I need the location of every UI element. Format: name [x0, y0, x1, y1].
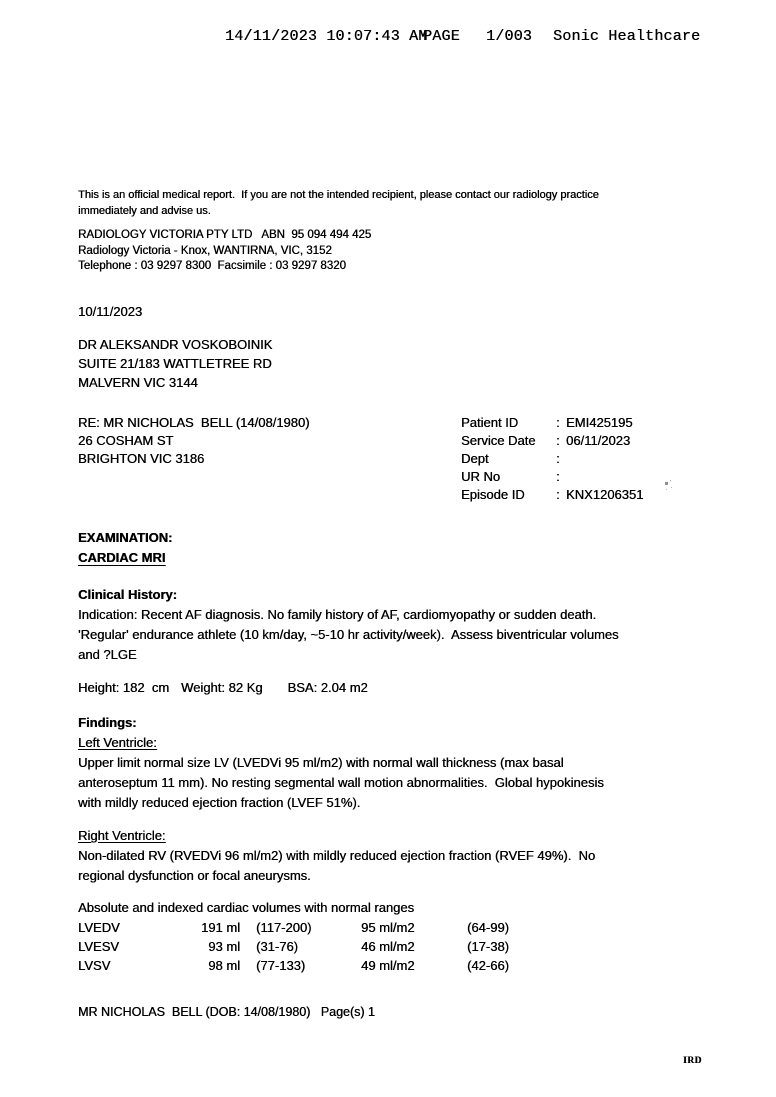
findings-heading: Findings: — [78, 715, 137, 730]
volume-absolute-range: (77-133) — [256, 958, 306, 973]
anthropometrics-line — [78, 678, 368, 697]
meta-label: Episode ID — [461, 487, 525, 502]
meta-value: EMI425195 — [566, 415, 633, 430]
right-ventricle-section — [78, 826, 595, 886]
table-row-lvsv — [78, 956, 509, 975]
right-ventricle-text: Non-dilated RV (RVEDVi 96 ml/m2) with mildly reduced ejection fraction (RVEF 49%). No regional dysfunction or focal aneurysms. — [78, 848, 596, 883]
meta-value — [566, 450, 643, 468]
volume-absolute: 93 ml — [208, 939, 240, 954]
findings-section — [78, 713, 604, 813]
meta-value — [566, 468, 643, 486]
meta-separator: : — [556, 469, 560, 484]
left-ventricle-heading: Left Ventricle: — [78, 735, 157, 750]
disclaimer-text: This is an official medical report. If you are not the intended recipient, please contact our radiology practice immediately and advise us. — [78, 189, 599, 217]
meta-separator: : — [556, 487, 560, 502]
patient-meta-block — [461, 414, 643, 504]
meta-separator: : — [556, 415, 560, 430]
left-ventricle-text: Upper limit normal size LV (LVEDVi 95 ml/m2) with normal wall thickness (max basal anteroseptum 11 mm). No resting segmental wall motion abnormalities. Global hypokinesis with mildly reduced ejection fraction (LVEF 51%). — [78, 755, 604, 810]
meta-value: 06/11/2023 — [566, 433, 631, 448]
examination-title: CARDIAC MRI — [78, 550, 166, 565]
fax-page-number: 1/003 — [486, 28, 533, 45]
patient-meta-row-ur-no — [461, 468, 643, 486]
volume-absolute: 191 ml — [200, 920, 240, 935]
volume-absolute: 98 ml — [208, 958, 240, 973]
meta-separator: : — [556, 433, 560, 448]
fax-noise-artifact — [665, 482, 668, 485]
patient-re-block: RE: MR NICHOLAS BELL (14/08/1980) 26 COSHAM ST BRIGHTON VIC 3186 — [78, 415, 310, 466]
practice-details: RADIOLOGY VICTORIA PTY LTD ABN 95 094 494 425 Radiology Victoria - Knox, WANTIRNA, VIC, 3152 Telephone : 03 9297 8300 Facsimile : 03 9297 8320 — [78, 229, 372, 272]
height-value: Height: 182 cm — [78, 680, 170, 695]
recipient-address: DR ALEKSANDR VOSKOBOINIK SUITE 21/183 WATTLETREE RD MALVERN VIC 3144 — [78, 337, 273, 390]
meta-label: Patient ID — [461, 415, 519, 430]
patient-meta-row-patient-id — [461, 414, 643, 432]
weight-value: Weight: 82 Kg — [181, 680, 263, 695]
patient-meta-row-episode-id — [461, 486, 643, 504]
volume-indexed: 49 ml/m2 — [361, 958, 415, 973]
volume-indexed-range: (17-38) — [467, 939, 509, 954]
fax-transmission-header — [0, 28, 776, 46]
meta-label: Service Date — [461, 433, 536, 448]
volume-absolute-range: (31-76) — [256, 939, 298, 954]
corner-mark: IRD — [683, 1056, 702, 1066]
volume-param: LVEDV — [78, 920, 120, 935]
meta-label: Dept — [461, 451, 489, 466]
clinical-history-heading: Clinical History: — [78, 587, 177, 602]
fax-datetime: 14/11/2023 10:07:43 AM — [225, 28, 428, 45]
volume-indexed-range: (42-66) — [467, 958, 509, 973]
volume-indexed-range: (64-99) — [467, 920, 509, 935]
volume-indexed: 46 ml/m2 — [361, 939, 415, 954]
volume-absolute-range: (117-200) — [256, 920, 312, 935]
examination-section — [78, 528, 172, 568]
volume-indexed: 95 ml/m2 — [361, 920, 415, 935]
volume-param: LVSV — [78, 958, 111, 973]
cardiac-volumes-table — [78, 898, 509, 975]
bsa-value: BSA: 2.04 m2 — [287, 680, 368, 695]
table-row-lvedv — [78, 918, 509, 937]
meta-separator: : — [556, 451, 560, 466]
examination-heading: EXAMINATION: — [78, 530, 173, 545]
volumes-table-caption: Absolute and indexed cardiac volumes with normal ranges — [78, 900, 415, 915]
volume-param: LVESV — [78, 939, 119, 954]
meta-label: UR No — [461, 469, 501, 484]
clinical-history-section — [78, 585, 619, 665]
patient-meta-row-service-date — [461, 432, 643, 450]
right-ventricle-heading: Right Ventricle: — [78, 828, 166, 843]
table-row-lvesv — [78, 937, 509, 956]
fax-page-label: PAGE — [423, 28, 460, 45]
patient-meta-row-dept — [461, 450, 643, 468]
meta-value: KNX1206351 — [566, 487, 644, 502]
fax-sender: Sonic Healthcare — [553, 28, 701, 45]
footer-patient-line: MR NICHOLAS BELL (DOB: 14/08/1980) Page(s) 1 — [78, 1005, 375, 1019]
letter-date: 10/11/2023 — [78, 304, 143, 319]
clinical-history-text: Indication: Recent AF diagnosis. No family history of AF, cardiomyopathy or sudden death. 'Regular' endurance athlete (10 km/day, ~5-10 hr activity/week). Assess biventricular volumes and ?LGE — [78, 607, 619, 662]
